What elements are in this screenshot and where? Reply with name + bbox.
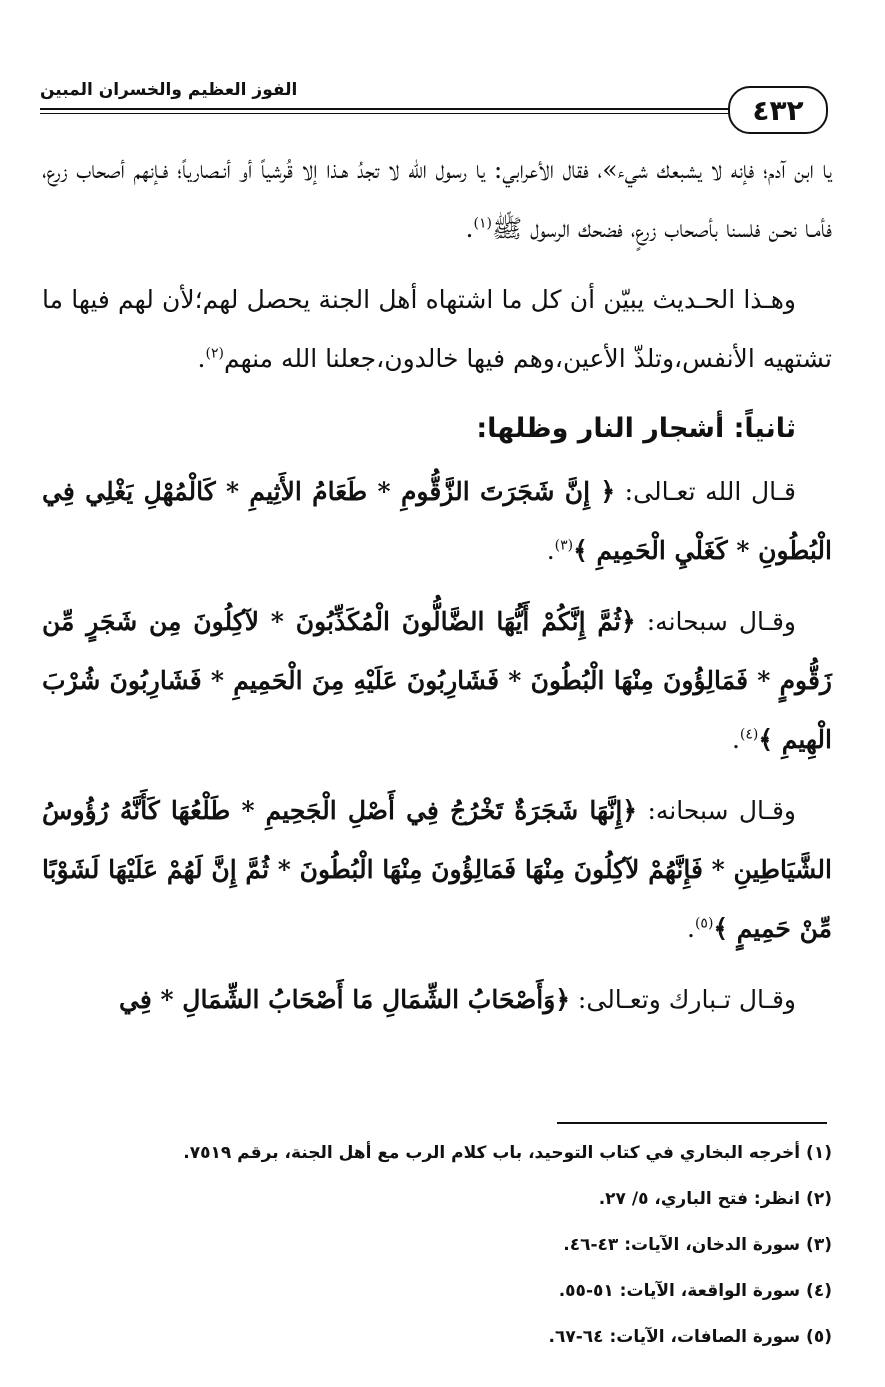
footnote-number: (٤)	[806, 1281, 832, 1301]
running-title: الفوز العظيم والخسران المبين	[40, 80, 298, 100]
main-text	[42, 140, 832, 1041]
paragraph-3-intro: قـال الله تعـالى:	[615, 477, 797, 506]
header-rule-thin	[40, 113, 730, 114]
paragraph-2-text: وهـذا الحـديث يبيّن أن كل ما اشتهاه أهل الجنة يحصل لهم؛لأن لهم فيها ما تشتهيه الأنفس،وتلذّ الأعين،وهم فيها خالدون،جعلنا الله منهم	[42, 285, 832, 373]
footnote-2	[60, 1176, 832, 1222]
footnote-ref-2[interactable]: (٢)	[205, 345, 224, 362]
footnote-text: سورة الدخان، الآيات: ٤٣-٤٦.	[563, 1235, 801, 1255]
header-rule	[40, 108, 730, 110]
paragraph-3	[42, 462, 832, 580]
footnote-ref-5[interactable]: (٥)	[694, 915, 714, 932]
paragraph-5	[42, 781, 832, 958]
paragraph-3-end: .	[546, 536, 555, 565]
paragraph-2	[42, 270, 832, 388]
footnotes	[60, 1130, 832, 1360]
footnote-4	[60, 1268, 832, 1314]
footnote-5	[60, 1314, 832, 1360]
footnote-separator	[557, 1122, 827, 1124]
footnote-ref-1[interactable]: (١)	[473, 215, 492, 232]
footnote-number: (٥)	[806, 1327, 832, 1347]
footnote-text: سورة الصافات، الآيات: ٦٤-٦٧.	[548, 1327, 801, 1347]
paragraph-6	[42, 970, 832, 1029]
footnote-text: سورة الواقعة، الآيات: ٥١-٥٥.	[558, 1281, 801, 1301]
verse-close-bracket: ﴾	[758, 725, 774, 754]
paragraph-4	[42, 592, 832, 769]
footnote-text: أخرجه البخاري في كتاب التوحيد، باب كلام الرب مع أهل الجنة، برقم ٧٥١٩.	[183, 1143, 801, 1163]
page-number-badge	[728, 86, 828, 134]
footnote-ref-3[interactable]: (٣)	[554, 537, 574, 554]
verse-close-bracket: ﴾	[713, 914, 729, 943]
paragraph-5-end: .	[687, 914, 695, 943]
paragraph-4-intro: وقـال سبحانه:	[635, 607, 796, 636]
verse-open-bracket: ﴿	[555, 985, 570, 1014]
verse-open-bracket: ﴿	[622, 796, 638, 825]
footnote-ref-4[interactable]: (٤)	[739, 726, 759, 743]
verse-close-bracket: ﴾	[573, 536, 588, 565]
quran-verse-2: ثُمَّ إِنَّكُمْ أَيُّهَا الضَّالُّونَ الْمُكَذِّبُونَ * لآكِلُونَ مِن شَجَرٍ مِّن زَقُّومٍ * فَمَالِؤُونَ مِنْهَا الْبُطُونَ * فَشَارِبُونَ عَلَيْهِ مِنَ الْحَمِيمِ * فَشَارِبُونَ شُرْبَ الْهِيمِ	[42, 607, 832, 754]
page-header	[40, 76, 840, 136]
footnote-number: (٣)	[806, 1235, 832, 1255]
paragraph-1	[42, 140, 832, 258]
footnote-number: (١)	[806, 1143, 832, 1163]
quran-verse-3: إِنَّهَا شَجَرَةٌ تَخْرُجُ فِي أَصْلِ الْجَحِيمِ * طَلْعُهَا كَأَنَّهُ رُؤُوسُ الشَّيَاطِينِ * فَإِنَّهُمْ لآكِلُونَ مِنْهَا فَمَالِؤُونَ مِنْهَا الْبُطُونَ * ثُمَّ إِنَّ لَهُمْ عَلَيْهَا لَشَوْبًا مِّنْ حَمِيمٍ	[42, 796, 832, 943]
footnote-text: انظر: فتح الباري، ٥/ ٢٧.	[598, 1189, 801, 1209]
paragraph-5-intro: وقـال سبحانه:	[637, 796, 796, 825]
paragraph-1-text: يا ابن آدم؛ فإنه لا يشبعك شيء»، فقال الأعرابي: يا رسول الله لا تجدُ هـذا إلا قُرشياً أو أنـصارياً؛ فـإنهم أصحاب زرع، فأمـا نحـن فلسنا بأصحاب زرعٍ، فضحك الرسول ﷺ	[42, 155, 832, 243]
section-heading: ثانياً: أشجار النار وظلها:	[476, 413, 796, 444]
quran-verse-1: إِنَّ شَجَرَتَ الزَّقُّومِ * طَعَامُ الأَثِيمِ * كَالْمُهْلِ يَغْلِي فِي الْبُطُونِ * كَغَلْيِ الْحَمِيمِ	[42, 477, 832, 565]
page-number: ٤٣٢	[752, 93, 804, 127]
paragraph-4-end: .	[731, 725, 740, 754]
verse-open-bracket: ﴿	[600, 477, 616, 506]
paragraph-2-end: .	[197, 344, 206, 373]
paragraph-1-end: .	[465, 214, 474, 243]
footnote-number: (٢)	[806, 1189, 832, 1209]
verse-open-bracket: ﴿	[621, 607, 636, 636]
quran-verse-4: وَأَصْحَابُ الشِّمَالِ مَا أَصْحَابُ الشِّمَالِ * فِي	[119, 985, 556, 1014]
footnote-1	[60, 1130, 832, 1176]
paragraph-6-intro: وقـال تـبارك وتعـالى:	[569, 985, 796, 1014]
footnote-3	[60, 1222, 832, 1268]
